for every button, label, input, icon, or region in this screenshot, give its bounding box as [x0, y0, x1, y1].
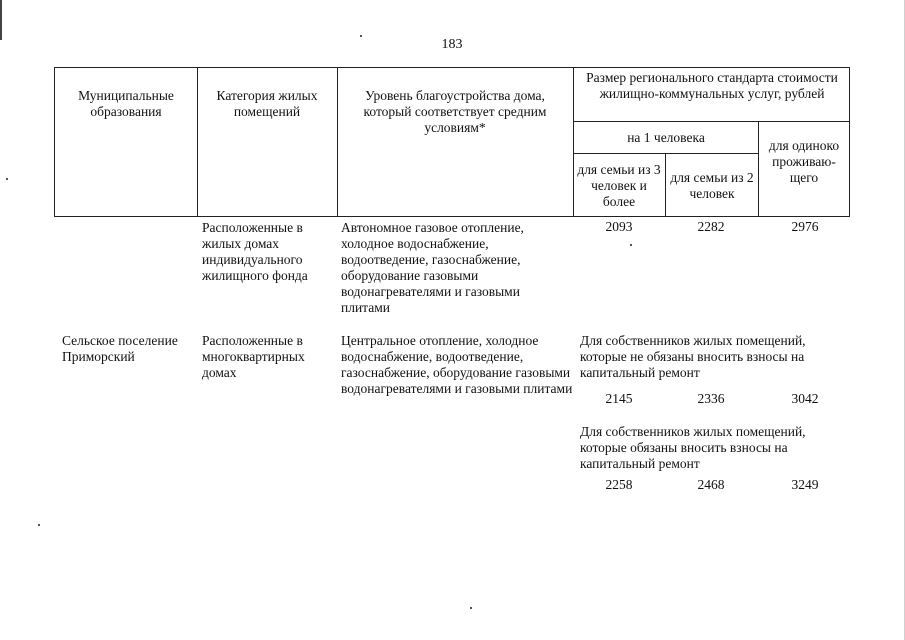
- header-family2: для семьи из 2 человек: [670, 170, 754, 201]
- scan-speck: [470, 607, 472, 609]
- row2-subgroup1-family3: 2145: [605, 391, 633, 406]
- divider-col3: [573, 68, 574, 216]
- divider-family: [665, 153, 666, 216]
- row2-subgroup1-family2: 2336: [697, 391, 725, 406]
- header-table: [54, 67, 850, 217]
- scan-edge-left: [0, 0, 2, 40]
- row2-subgroup1-label: Для собственников жилых помещений, которые не обязаны вносить взносы на капитальный ремонт: [580, 333, 806, 380]
- row2-level: Центральное отопление, холодное водоснабжение, водоотведение, газоснабжение, оборудование газовыми водонагревателями и газовыми плитами: [341, 333, 573, 396]
- row1-value-family2: 2282: [697, 219, 725, 234]
- row1-category: Расположенные в жилых домах индивидуального жилищного фонда: [202, 220, 308, 283]
- scan-speck: [630, 244, 632, 246]
- header-level: Уровень благоустройства дома, который соответствует средним условиям*: [363, 88, 547, 135]
- scan-speck: [360, 35, 362, 37]
- scan-speck: [6, 178, 8, 180]
- row1-value-family3: 2093: [605, 219, 633, 234]
- row2-subgroup2-family3: 2258: [605, 477, 633, 492]
- header-family3: для семьи из 3 человек и более: [577, 162, 661, 209]
- row2-subgroup2-single: 3249: [791, 477, 819, 492]
- divider-single: [758, 121, 759, 216]
- divider-col1: [197, 68, 198, 216]
- row2-subgroup2-label: Для собственников жилых помещений, которые обязаны вносить взносы на капитальный ремонт: [580, 424, 806, 471]
- row2-municipality: Сельское поселение Приморский: [62, 333, 178, 364]
- row1-value-single: 2976: [791, 219, 819, 234]
- header-municipality: Муниципальные образования: [78, 88, 174, 119]
- row1-level: Автономное газовое отопление, холодное водоснабжение, водоотведение, газоснабжение, оборудование газовыми водонагревателями и газовыми плитами: [341, 220, 524, 315]
- scan-speck: [38, 524, 40, 526]
- row2-category: Расположенные в многоквартирных домах: [202, 333, 305, 380]
- header-category: Категория жилых помещений: [216, 88, 318, 119]
- header-single: для одиноко проживаю-щего: [768, 138, 840, 185]
- divider-per-person: [573, 153, 758, 154]
- divider-group: [573, 121, 849, 122]
- row2-subgroup1-single: 3042: [791, 391, 819, 406]
- divider-col2: [337, 68, 338, 216]
- row2-subgroup2-family2: 2468: [697, 477, 725, 492]
- header-group-title: Размер регионального стандарта стоимости жилищно-коммунальных услуг, рублей: [586, 70, 838, 101]
- header-per-person: на 1 человека: [627, 130, 705, 145]
- page-number: 183: [441, 37, 463, 52]
